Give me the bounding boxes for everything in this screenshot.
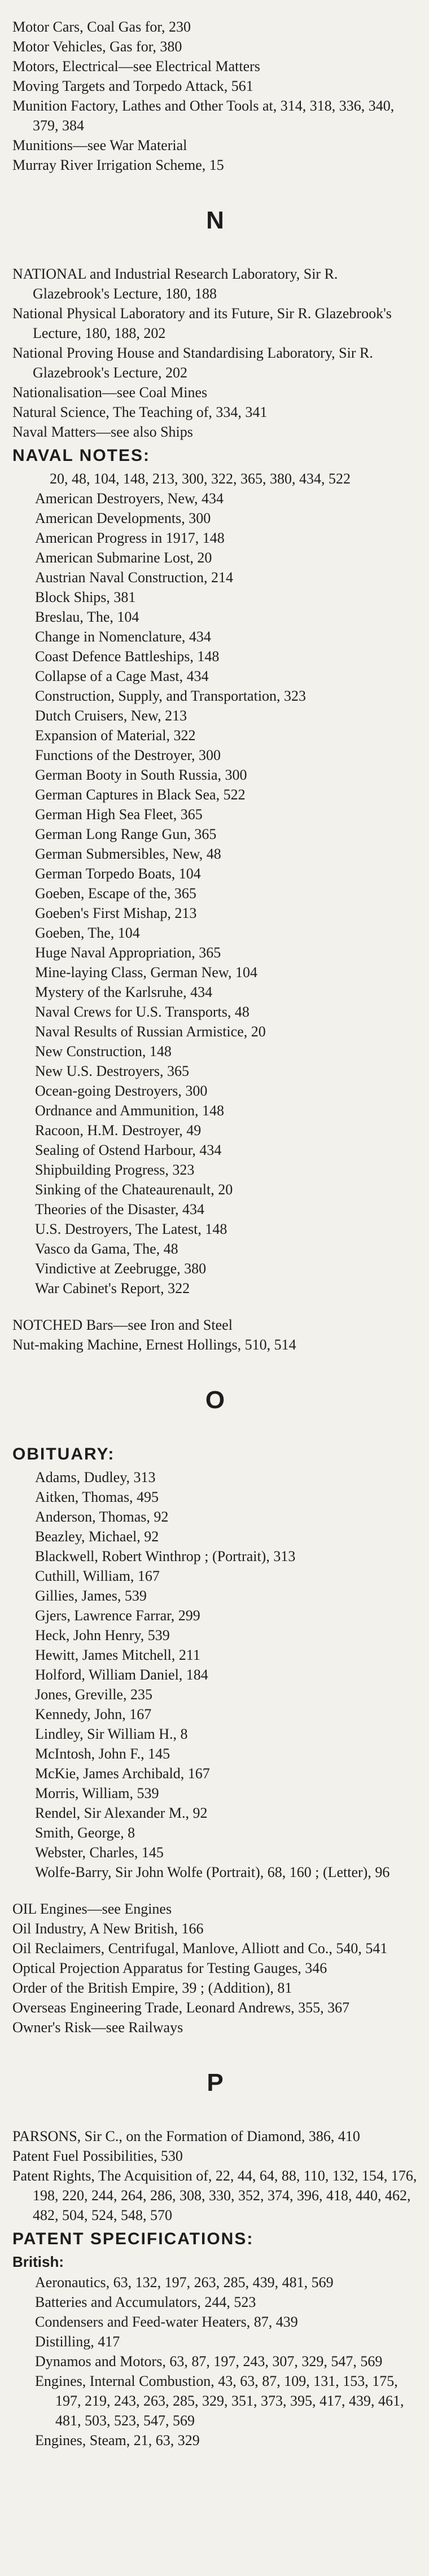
index-entry: Munitions—see War Material bbox=[12, 137, 187, 153]
index-entry: Moving Targets and Torpedo Attack, 561 bbox=[12, 78, 253, 94]
index-entry: Distilling, 417 bbox=[35, 2333, 120, 2350]
index-entry: Sealing of Ostend Harbour, 434 bbox=[35, 1142, 222, 1158]
n-entries-a bbox=[12, 264, 418, 442]
index-entry: Coast Defence Battleships, 148 bbox=[35, 648, 220, 665]
index-entry: Adams, Dudley, 313 bbox=[35, 1469, 156, 1485]
index-entry: Natural Science, The Teaching of, 334, 341 bbox=[12, 404, 268, 420]
section-letter-n: N bbox=[206, 206, 224, 234]
index-entry: Oil Reclaimers, Centrifugal, Manlove, Alliott and Co., 540, 541 bbox=[12, 1940, 388, 1957]
index-entry: Expansion of Material, 322 bbox=[35, 727, 196, 744]
index-entry: Sinking of the Chateaurenault, 20 bbox=[35, 1181, 233, 1198]
index-entry: Engines, Internal Combustion, 43, 63, 87, 109, 131, 153, 175, 197, 219, 243, 263, 285, 329, 351, 373, 395, 417, 439, 461, 481, 503, 523, 547, 569 bbox=[35, 2373, 404, 2429]
index-entry: Cuthill, William, 167 bbox=[35, 1568, 160, 1584]
obituary-heading: OBITUARY: bbox=[12, 1445, 115, 1463]
patent-specifications-heading: PATENT SPECIFICATIONS: bbox=[12, 2230, 254, 2248]
index-entry: Blackwell, Robert Winthrop ; (Portrait), 313 bbox=[35, 1548, 296, 1564]
index-entry: Functions of the Destroyer, 300 bbox=[35, 747, 221, 763]
index-entry: McIntosh, John F., 145 bbox=[35, 1746, 170, 1762]
index-entry: Heck, John Henry, 539 bbox=[35, 1627, 170, 1643]
index-entry: Jones, Greville, 235 bbox=[35, 1686, 152, 1703]
index-entry: Beazley, Michael, 92 bbox=[35, 1528, 159, 1545]
index-entry: German Booty in South Russia, 300 bbox=[35, 767, 247, 783]
index-entry: OIL Engines—see Engines bbox=[12, 1901, 172, 1917]
section-letter-o: O bbox=[205, 1386, 225, 1414]
index-entry: Goeben, Escape of the, 365 bbox=[35, 885, 196, 902]
index-entry: U.S. Destroyers, The Latest, 148 bbox=[35, 1221, 227, 1237]
naval-notes-pages: 20, 48, 104, 148, 213, 300, 322, 365, 380, 434, 522 bbox=[50, 471, 351, 487]
index-entry: German Long Range Gun, 365 bbox=[35, 826, 217, 842]
index-entry: German Submersibles, New, 48 bbox=[35, 846, 221, 862]
index-entry: PARSONS, Sir C., on the Formation of Diamond, 386, 410 bbox=[12, 2128, 360, 2144]
naval-notes-list bbox=[12, 489, 418, 1298]
index-entry: Murray River Irrigation Scheme, 15 bbox=[12, 157, 224, 173]
index-entry: National Physical Laboratory and its Future, Sir R. Glazebrook's Lecture, 180, 188, 202 bbox=[12, 305, 392, 341]
index-entry: Theories of the Disaster, 434 bbox=[35, 1201, 205, 1217]
index-entry: Munition Factory, Lathes and Other Tools at, 314, 318, 336, 340, 379, 384 bbox=[12, 98, 395, 134]
index-entry: Mystery of the Karlsruhe, 434 bbox=[35, 984, 213, 1000]
index-entry: Dynamos and Motors, 63, 87, 197, 243, 307, 329, 547, 569 bbox=[35, 2353, 383, 2370]
index-entry: American Destroyers, New, 434 bbox=[35, 490, 224, 507]
index-entry: Smith, George, 8 bbox=[35, 1825, 135, 1841]
n-entries-b bbox=[12, 1315, 418, 1355]
british-heading: British: bbox=[12, 2253, 64, 2270]
index-entry: Collapse of a Cage Mast, 434 bbox=[35, 668, 209, 684]
index-entry: McKie, James Archibald, 167 bbox=[35, 1765, 210, 1782]
index-entry: Oil Industry, A New British, 166 bbox=[12, 1920, 204, 1937]
index-entry: Aitken, Thomas, 495 bbox=[35, 1489, 159, 1505]
index-entry: Order of the British Empire, 39 ; (Addition), 81 bbox=[12, 1980, 292, 1996]
index-entry: Patent Fuel Possibilities, 530 bbox=[12, 2148, 183, 2164]
index-entry: Mine-laying Class, German New, 104 bbox=[35, 964, 258, 981]
index-entry: Batteries and Accumulators, 244, 523 bbox=[35, 2294, 256, 2310]
index-entry: Vindictive at Zeebrugge, 380 bbox=[35, 1260, 207, 1277]
index-entry: Lindley, Sir William H., 8 bbox=[35, 1726, 188, 1742]
obituary-list bbox=[12, 1467, 418, 1882]
index-entry: War Cabinet's Report, 322 bbox=[35, 1280, 190, 1296]
index-entry: Vasco da Gama, The, 48 bbox=[35, 1241, 178, 1257]
index-entry: Change in Nomenclature, 434 bbox=[35, 628, 211, 645]
index-entry: Goeben's First Mishap, 213 bbox=[35, 905, 197, 921]
index-entry: German High Sea Fleet, 365 bbox=[35, 806, 203, 823]
index-entry: German Captures in Black Sea, 522 bbox=[35, 786, 246, 803]
index-entry: Nut-making Machine, Ernest Hollings, 510, 514 bbox=[12, 1337, 296, 1353]
index-entry: Hewitt, James Mitchell, 211 bbox=[35, 1647, 200, 1663]
index-entry: Motors, Electrical—see Electrical Matters bbox=[12, 58, 260, 74]
index-entry: Ordnance and Ammunition, 148 bbox=[35, 1102, 225, 1119]
index-entry: New Construction, 148 bbox=[35, 1043, 172, 1060]
index-entry: Rendel, Sir Alexander M., 92 bbox=[35, 1805, 208, 1821]
index-entry: Morris, William, 539 bbox=[35, 1785, 159, 1801]
index-entry: Ocean-going Destroyers, 300 bbox=[35, 1083, 208, 1099]
index-entry: Racoon, H.M. Destroyer, 49 bbox=[35, 1122, 202, 1138]
index-entry: Austrian Naval Construction, 214 bbox=[35, 569, 233, 586]
m-section-tail bbox=[12, 17, 418, 175]
index-entry: Goeben, The, 104 bbox=[35, 925, 140, 941]
index-entry: Naval Results of Russian Armistice, 20 bbox=[35, 1023, 266, 1040]
index-entry: German Torpedo Boats, 104 bbox=[35, 865, 201, 882]
section-letter-p: P bbox=[207, 2069, 224, 2096]
index-entry: Motor Cars, Coal Gas for, 230 bbox=[12, 19, 191, 35]
index-entry: Optical Projection Apparatus for Testing Gauges, 346 bbox=[12, 1960, 327, 1976]
index-entry: Shipbuilding Progress, 323 bbox=[35, 1162, 195, 1178]
index-entry: NOTCHED Bars—see Iron and Steel bbox=[12, 1317, 233, 1333]
index-entry: Engines, Steam, 21, 63, 329 bbox=[35, 2432, 200, 2448]
index-entry: American Developments, 300 bbox=[35, 510, 211, 526]
p-entries bbox=[12, 2126, 418, 2225]
index-entry: Owner's Risk—see Railways bbox=[12, 2019, 183, 2036]
british-list bbox=[12, 2272, 418, 2450]
o-entries bbox=[12, 1899, 418, 2037]
index-entry: New U.S. Destroyers, 365 bbox=[35, 1063, 189, 1079]
index-entry: Holford, William Daniel, 184 bbox=[35, 1667, 208, 1683]
index-entry: Anderson, Thomas, 92 bbox=[35, 1509, 169, 1525]
index-entry: Motor Vehicles, Gas for, 380 bbox=[12, 38, 182, 55]
index-entry: NATIONAL and Industrial Research Laboratory, Sir R. Glazebrook's Lecture, 180, 188 bbox=[12, 266, 338, 302]
index-entry: Overseas Engineering Trade, Leonard Andrews, 355, 367 bbox=[12, 1999, 350, 2016]
index-entry: Naval Matters—see also Ships bbox=[12, 424, 193, 440]
index-entry: Condensers and Feed-water Heaters, 87, 439 bbox=[35, 2314, 298, 2330]
index-entry: Wolfe-Barry, Sir John Wolfe (Portrait), 68, 160 ; (Letter), 96 bbox=[35, 1864, 390, 1880]
index-entry: Construction, Supply, and Transportation, 323 bbox=[35, 688, 307, 704]
index-entry: Webster, Charles, 145 bbox=[35, 1844, 164, 1861]
index-entry: Gillies, James, 539 bbox=[35, 1588, 147, 1604]
index-entry: Block Ships, 381 bbox=[35, 589, 136, 605]
index-entry: Patent Rights, The Acquisition of, 22, 44, 64, 88, 110, 132, 154, 176, 198, 220, 244, 264, 286, 308, 330, 352, 374, 396, 418, 440, 462, 482, 504, 524, 548, 570 bbox=[12, 2168, 417, 2223]
index-entry: American Submarine Lost, 20 bbox=[35, 550, 212, 566]
index-entry: Huge Naval Appropriation, 365 bbox=[35, 944, 221, 961]
index-entry: Gjers, Lawrence Farrar, 299 bbox=[35, 1607, 200, 1624]
index-entry: Naval Crews for U.S. Transports, 48 bbox=[35, 1004, 249, 1020]
index-entry: Kennedy, John, 167 bbox=[35, 1706, 152, 1722]
index-entry: Breslau, The, 104 bbox=[35, 609, 139, 625]
index-entry: Nationalisation—see Coal Mines bbox=[12, 384, 208, 401]
index-entry: Aeronautics, 63, 132, 197, 263, 285, 439, 481, 569 bbox=[35, 2274, 334, 2291]
index-entry: Dutch Cruisers, New, 213 bbox=[35, 707, 187, 724]
index-entry: American Progress in 1917, 148 bbox=[35, 530, 225, 546]
naval-notes-heading: NAVAL NOTES: bbox=[12, 446, 151, 465]
index-entry: National Proving House and Standardising Laboratory, Sir R. Glazebrook's Lecture, 202 bbox=[12, 345, 373, 381]
